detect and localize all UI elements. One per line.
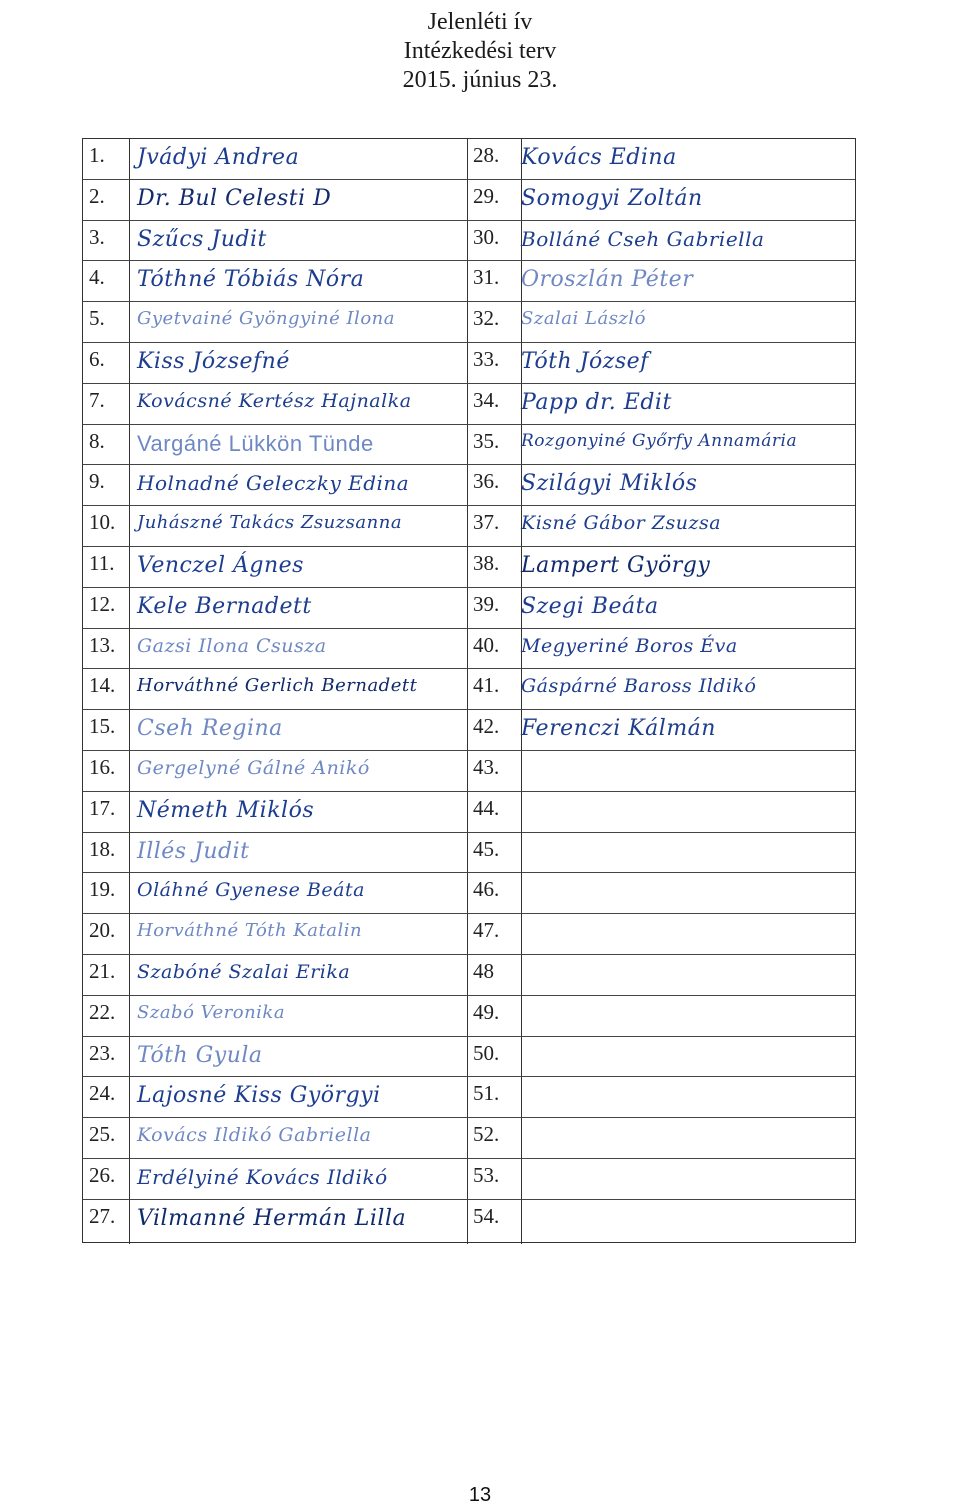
- row-number: 54.: [473, 1203, 500, 1228]
- table-row: [83, 873, 467, 914]
- row-number: 27.: [89, 1203, 116, 1228]
- row-number: 18.: [89, 836, 116, 861]
- row-number: 14.: [89, 673, 116, 698]
- table-row: [83, 710, 467, 751]
- row-number: 29.: [473, 183, 500, 208]
- table-row: [83, 629, 467, 670]
- signature: Gáspárné Baross Ildikó: [521, 675, 757, 698]
- signature: Kovácsné Kertész Hajnalka: [137, 389, 412, 412]
- row-number: 52.: [473, 1122, 500, 1147]
- row-number: 45.: [473, 836, 500, 861]
- table-row: [83, 914, 467, 955]
- signature: Illés Judit: [137, 838, 250, 864]
- signature: Tóth József: [521, 348, 649, 374]
- table-row: [467, 792, 855, 833]
- row-number: 26.: [89, 1162, 116, 1187]
- signature: Vargáné Lükkön Tünde: [137, 430, 374, 456]
- signature: Szabóné Szalai Erika: [137, 960, 351, 983]
- signature: Gazsi Ilona Csusza: [137, 634, 327, 657]
- row-number: 25.: [89, 1122, 116, 1147]
- row-number: 12.: [89, 591, 116, 616]
- row-number: 44.: [473, 795, 500, 820]
- table-row: [83, 343, 467, 384]
- signature: Jvádyi Andrea: [137, 145, 300, 170]
- row-number: 20.: [89, 918, 116, 943]
- left-column: [83, 139, 467, 1241]
- table-row: [467, 955, 855, 996]
- table-row: [83, 547, 467, 588]
- signature: Szalai László: [521, 308, 647, 330]
- row-number: 49.: [473, 999, 500, 1024]
- signature: Szűcs Judit: [137, 226, 267, 252]
- row-number: 48: [473, 958, 494, 983]
- table-row: [467, 1037, 855, 1078]
- signature: Juhászné Takács Zsuzsanna: [137, 512, 403, 534]
- row-number: 39.: [473, 591, 500, 616]
- signature: Holnadné Geleczky Edina: [137, 471, 410, 496]
- row-number: 51.: [473, 1081, 500, 1106]
- table-row: [467, 588, 855, 629]
- signature: Dr. Bul Celesti D: [137, 185, 332, 211]
- row-number: 40.: [473, 632, 500, 657]
- signature: Lampert György: [521, 552, 711, 578]
- row-number: 13.: [89, 632, 116, 657]
- signature: Szabó Veronika: [137, 1001, 286, 1023]
- table-row: [467, 139, 855, 180]
- signature: Vilmanné Hermán Lilla: [137, 1205, 407, 1231]
- signature: Lajosné Kiss Györgyi: [137, 1083, 381, 1109]
- table-row: [83, 792, 467, 833]
- table-row: [467, 710, 855, 751]
- row-number: 17.: [89, 795, 116, 820]
- row-number: 42.: [473, 714, 500, 739]
- page-number: 13: [468, 1484, 492, 1506]
- row-number: 3.: [89, 224, 105, 249]
- row-number: 23.: [89, 1040, 116, 1065]
- table-row: [467, 425, 855, 466]
- row-number: 50.: [473, 1040, 500, 1065]
- table-row: [83, 1077, 467, 1118]
- table-row: [83, 1159, 467, 1200]
- row-number: 1.: [89, 143, 105, 167]
- row-number: 24.: [89, 1081, 116, 1106]
- row-number: 53.: [473, 1162, 500, 1187]
- signature: Megyeriné Boros Éva: [521, 634, 738, 657]
- row-number: 46.: [473, 877, 500, 902]
- signature: Gyetvainé Gyöngyiné Ilona: [137, 308, 395, 330]
- table-row: [83, 1118, 467, 1159]
- signature: Kele Bernadett: [137, 593, 312, 619]
- row-number: 36.: [473, 469, 500, 494]
- row-number: 28.: [473, 143, 500, 167]
- table-row: [83, 261, 467, 302]
- signature: Horváthné Gerlich Bernadett: [137, 675, 418, 697]
- table-row: [83, 425, 467, 466]
- signature: Ferenczi Kálmán: [521, 716, 716, 742]
- signature: Venczel Ágnes: [137, 552, 304, 578]
- row-number: 22.: [89, 999, 116, 1024]
- signature: Horváthné Tóth Katalin: [137, 920, 363, 942]
- signature: Tóth Gyula: [137, 1042, 263, 1068]
- signature: Papp dr. Edit: [521, 389, 672, 415]
- signature: Szilágyi Miklós: [521, 471, 698, 497]
- table-row: [83, 955, 467, 996]
- document-header: [0, 8, 960, 95]
- row-number: 35.: [473, 428, 500, 453]
- table-row: [467, 221, 855, 262]
- table-row: [467, 914, 855, 955]
- table-row: [467, 1200, 855, 1241]
- table-row: [83, 139, 467, 180]
- table-row: [83, 996, 467, 1037]
- table-row: [467, 1159, 855, 1200]
- table-row: [467, 629, 855, 670]
- table-row: [83, 302, 467, 343]
- row-number: 32.: [473, 306, 500, 331]
- row-number: 38.: [473, 550, 500, 575]
- row-number: 9.: [89, 469, 105, 494]
- table-row: [467, 465, 855, 506]
- right-column: [467, 139, 855, 1241]
- table-row: [467, 669, 855, 710]
- table-row: [467, 547, 855, 588]
- table-row: [467, 384, 855, 425]
- table-row: [83, 588, 467, 629]
- document-date: 2015. június 23.: [402, 67, 558, 93]
- signature: Somogyi Zoltán: [521, 185, 703, 211]
- row-number: 6.: [89, 346, 105, 371]
- attendance-table: [82, 138, 856, 1243]
- table-row: [83, 180, 467, 221]
- table-row: [467, 180, 855, 221]
- signature: Oroszlán Péter: [521, 267, 694, 293]
- table-row: [467, 261, 855, 302]
- table-row: [467, 996, 855, 1037]
- signature: Németh Miklós: [137, 797, 315, 823]
- row-number: 21.: [89, 958, 116, 983]
- row-number: 2.: [89, 183, 105, 208]
- row-number: 16.: [89, 754, 116, 779]
- row-number: 47.: [473, 918, 500, 943]
- signature: Cseh Regina: [137, 716, 283, 742]
- row-number: 8.: [89, 428, 105, 453]
- table-row: [467, 506, 855, 547]
- row-number: 33.: [473, 346, 500, 371]
- table-row: [83, 1037, 467, 1078]
- signature: Kisné Gábor Zsuzsa: [521, 512, 722, 535]
- row-number: 10.: [89, 510, 116, 535]
- row-number: 15.: [89, 714, 116, 739]
- table-row: [83, 221, 467, 262]
- table-row: [83, 384, 467, 425]
- document-title: Jelenléti ív: [427, 9, 533, 35]
- table-row: [467, 1077, 855, 1118]
- row-number: 34.: [473, 387, 500, 412]
- table-row: [83, 465, 467, 506]
- signature: Bolláné Cseh Gabriella: [521, 226, 765, 251]
- row-number: 11.: [89, 550, 115, 575]
- table-row: [467, 302, 855, 343]
- signature: Oláhné Gyenese Beáta: [137, 879, 365, 902]
- table-row: [467, 751, 855, 792]
- signature: Kovács Ildikó Gabriella: [137, 1124, 372, 1147]
- row-number: 43.: [473, 754, 500, 779]
- signature: Tóthné Tóbiás Nóra: [137, 267, 365, 293]
- row-number: 31.: [473, 265, 500, 290]
- table-row: [83, 506, 467, 547]
- signature: Kovács Edina: [521, 145, 677, 170]
- signature: Kiss Józsefné: [137, 348, 290, 374]
- signature: Gergelyné Gálné Anikó: [137, 756, 370, 779]
- row-number: 41.: [473, 673, 500, 698]
- row-number: 30.: [473, 224, 500, 249]
- row-number: 4.: [89, 265, 105, 290]
- table-row: [467, 873, 855, 914]
- row-number: 7.: [89, 387, 105, 412]
- document-subtitle: Intézkedési terv: [403, 38, 557, 64]
- table-row: [83, 751, 467, 792]
- signature: Szegi Beáta: [521, 593, 659, 619]
- table-row: [467, 343, 855, 384]
- table-row: [83, 669, 467, 710]
- signature: Rozgonyiné Győrfy Annamária: [521, 430, 798, 451]
- table-row: [83, 833, 467, 874]
- row-number: 5.: [89, 306, 105, 331]
- table-row: [467, 1118, 855, 1159]
- signature: Erdélyiné Kovács Ildikó: [137, 1164, 388, 1189]
- table-row: [83, 1200, 467, 1241]
- table-row: [467, 833, 855, 874]
- row-number: 19.: [89, 877, 116, 902]
- row-number: 37.: [473, 510, 500, 535]
